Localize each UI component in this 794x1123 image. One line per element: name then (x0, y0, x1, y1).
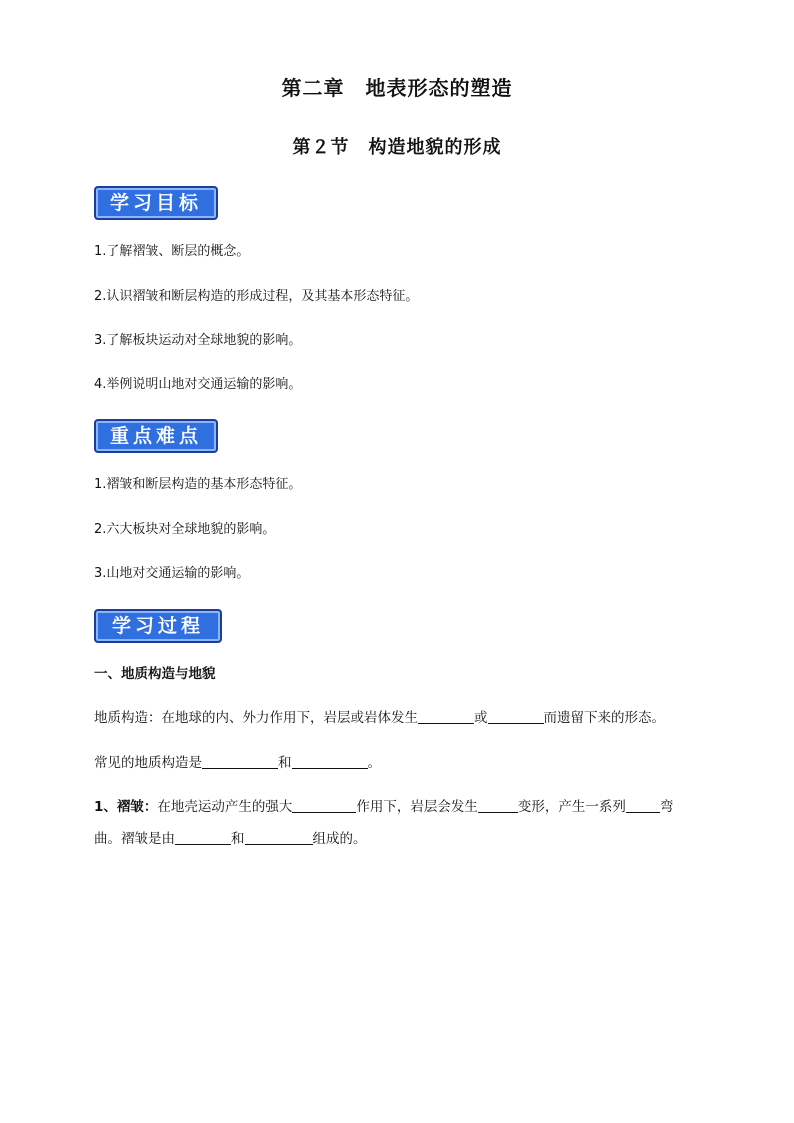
p3-text-g: 组成的。 (312, 831, 367, 847)
p3-text-d: 弯 (659, 799, 674, 815)
p1-text-b: 或 (474, 710, 488, 726)
fill-blank[interactable] (175, 830, 231, 845)
p3-text-b: 作用下，岩层会发生 (356, 799, 478, 815)
fill-blank[interactable] (478, 798, 518, 813)
process-badge: 学习过程 (94, 609, 222, 643)
fill-blank[interactable] (292, 754, 368, 769)
p3-text-f: 和 (231, 831, 245, 847)
key-points-badge: 重点难点 (94, 419, 218, 453)
paragraph-common-structures (94, 753, 381, 773)
fill-blank[interactable] (202, 754, 278, 769)
p2-text-a: 常见的地质构造是 (94, 755, 202, 771)
p1-text-c: 而遗留下来的形态。 (543, 710, 665, 726)
fill-blank[interactable] (488, 709, 544, 724)
folds-label: 1、褶皱： (94, 799, 158, 815)
objectives-badge: 学习目标 (94, 186, 218, 220)
key-point-item-1: 1.褶皱和断层构造的基本形态特征。 (94, 477, 302, 492)
p2-text-c: 。 (367, 755, 381, 771)
key-point-item-3: 3.山地对交通运输的影响。 (94, 566, 250, 581)
p3-text-e: 曲。褶皱是由 (94, 831, 175, 847)
p1-text-a: 地质构造：在地球的内、外力作用下，岩层或岩体发生 (94, 710, 418, 726)
fill-blank[interactable] (626, 798, 660, 813)
paragraph-geologic-structure (94, 708, 665, 728)
key-point-item-2: 2.六大板块对全球地貌的影响。 (94, 522, 276, 537)
objective-item-3: 3.了解板块运动对全球地貌的影响。 (94, 333, 302, 348)
fill-blank[interactable] (418, 709, 474, 724)
section-title: 第２节 构造地貌的形成 (292, 137, 502, 158)
chapter-title: 第二章 地表形态的塑造 (281, 76, 513, 100)
objective-item-1: 1.了解褶皱、断层的概念。 (94, 244, 250, 259)
paragraph-folds-line-1 (94, 797, 673, 817)
fill-blank[interactable] (292, 798, 356, 813)
paragraph-folds-line-2 (94, 829, 367, 849)
objective-item-2: 2.认识褶皱和断层构造的形成过程，及其基本形态特征。 (94, 289, 419, 304)
p2-text-b: 和 (278, 755, 292, 771)
p3-text-c: 变形，产生一系列 (517, 799, 626, 815)
objective-item-4: 4.举例说明山地对交通运输的影响。 (94, 377, 302, 392)
p3-text-a: 在地壳运动产生的强大 (157, 799, 293, 815)
process-heading: 一、地质构造与地貌 (94, 666, 216, 682)
fill-blank[interactable] (245, 830, 313, 845)
